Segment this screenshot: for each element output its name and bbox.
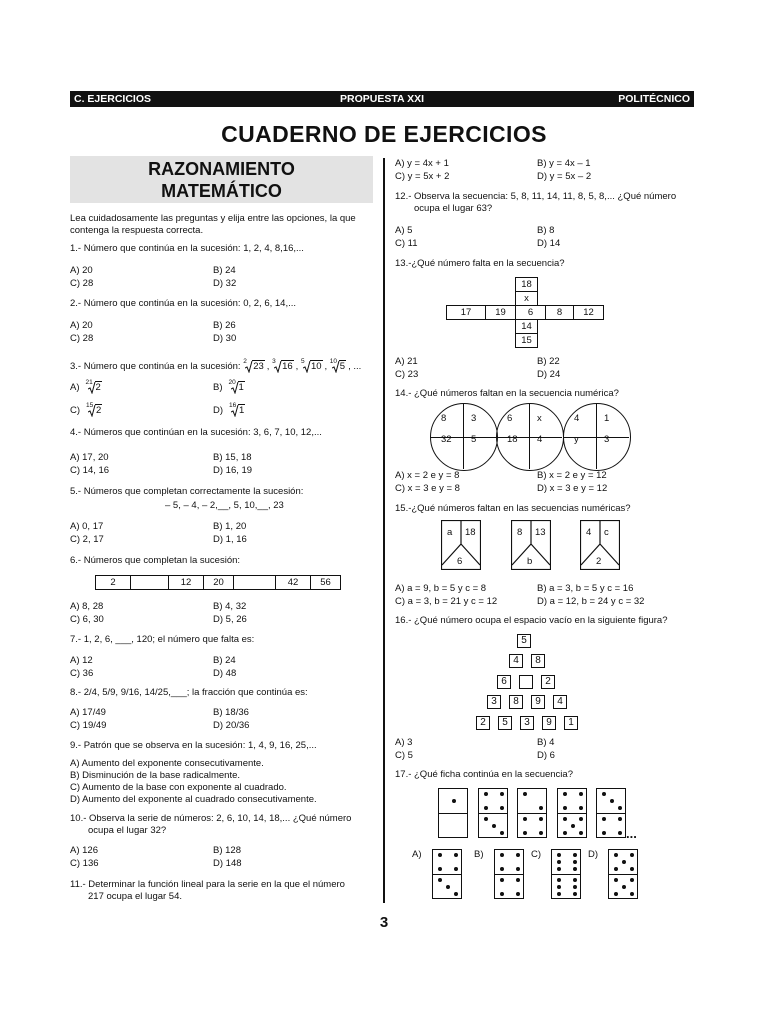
- q8-option-c: C) 19/49: [70, 720, 107, 731]
- domino-pip: [579, 817, 583, 821]
- q10-option-a: A) 126: [70, 845, 98, 856]
- q17-option-domino-2: [494, 849, 524, 899]
- q1-option-c: C) 28: [70, 278, 94, 289]
- q3-a-radical-radicand: 2: [95, 382, 101, 393]
- q12-option-a: A) 5: [395, 225, 413, 236]
- q14-option-b: B) x = 2 e y = 12: [537, 470, 607, 481]
- q14-circle-value: 32: [441, 434, 452, 445]
- q5-sequence: – 5, – 4, – 2,__, 5, 10,__, 23: [165, 500, 284, 511]
- domino-pip: [500, 806, 504, 810]
- q14-circle-value: 8: [441, 413, 447, 424]
- q15-figure-value: 6: [457, 556, 463, 567]
- q7-option-b: B) 24: [213, 655, 236, 666]
- domino-pip: [573, 853, 577, 857]
- q3-c-letter: C): [70, 405, 81, 416]
- q1-option-d: D) 32: [213, 278, 237, 289]
- q15-figure-value: 18: [465, 527, 476, 538]
- q16-box-r1-c1: 5: [517, 634, 531, 648]
- q17-option-label-1: A): [412, 849, 422, 860]
- domino-pip: [516, 892, 520, 896]
- q13-text: 13.-¿Qué número falta en la secuencia?: [395, 258, 565, 269]
- intro-line1: Lea cuidadosamente las preguntas y elija entre las opciones, la que: [70, 213, 356, 224]
- domino-pip: [614, 878, 618, 882]
- domino-pip: [523, 831, 527, 835]
- q3-b-letter: B): [213, 382, 223, 393]
- q16-option-a: A) 3: [395, 737, 413, 748]
- domino-pip: [579, 792, 583, 796]
- domino-pip: [557, 853, 561, 857]
- header-left: C. EJERCICIOS: [74, 93, 152, 105]
- q15-figure-value: a: [447, 527, 453, 538]
- q16-box-r4-c3: 9: [531, 695, 545, 709]
- q5-option-d: D) 1, 16: [213, 534, 247, 545]
- q15-figure-value: 2: [596, 556, 602, 567]
- domino-pip: [602, 831, 606, 835]
- q1-option-a: A) 20: [70, 265, 93, 276]
- q13-row-cell-4: 8: [545, 305, 574, 320]
- q8-option-b: B) 18/36: [213, 707, 249, 718]
- q2-option-d: D) 30: [213, 333, 237, 344]
- domino-pip: [454, 853, 458, 857]
- domino-pip: [563, 792, 567, 796]
- q6-option-a: A) 8, 28: [70, 601, 104, 612]
- domino-pip: [602, 792, 606, 796]
- q11-option-b: B) y = 4x – 1: [537, 158, 591, 169]
- q3-option-b: [213, 379, 247, 394]
- q3-radical-1-index: 2: [243, 358, 247, 365]
- q3-radical-3: [300, 358, 323, 373]
- q16-box-r5-c5: 1: [564, 716, 578, 730]
- domino-pip: [579, 806, 583, 810]
- q3-d-radical-radicand: 1: [239, 405, 245, 416]
- q6-text: 6.- Números que completan la sucesión:: [70, 555, 241, 566]
- domino-pip: [630, 867, 634, 871]
- q13-row-cell-2: 19: [485, 305, 516, 320]
- q9-option-c: C) Aumento de la base con exponente al cuadrado.: [70, 782, 287, 793]
- q3-a-radical-index: 21: [85, 379, 93, 386]
- q3-radical-1-radicand: 23: [253, 361, 264, 372]
- q13-col-cell-4: 14: [515, 319, 538, 334]
- domino-pip: [614, 892, 618, 896]
- q15-option-a: A) a = 9, b = 5 y c = 8: [395, 583, 487, 594]
- q17-option-domino-3: [551, 849, 581, 899]
- domino-pip: [614, 853, 618, 857]
- q13-col-cell-5: 15: [515, 333, 538, 348]
- domino-pip: [557, 885, 561, 889]
- q3-option-c: [70, 402, 104, 417]
- q7-option-c: C) 36: [70, 668, 94, 679]
- page-header-bar: [70, 91, 694, 107]
- domino-pip: [484, 792, 488, 796]
- q6-box-6: 42: [275, 575, 311, 590]
- q14-circle-value: x: [537, 413, 542, 424]
- q13-row-cell-1: 17: [446, 305, 486, 320]
- q14-option-c: C) x = 3 e y = 8: [395, 483, 460, 494]
- q14-circle-value: 3: [471, 413, 477, 424]
- domino-pip: [573, 860, 577, 864]
- q14-option-a: A) x = 2 e y = 8: [395, 470, 460, 481]
- domino-pip: [492, 824, 496, 828]
- domino-pip: [573, 885, 577, 889]
- q12-line1: 12.- Observa la secuencia: 5, 8, 11, 14, 11, 8, 5, 8,... ¿Qué número: [395, 191, 677, 202]
- q16-box-r3-c2: [519, 675, 533, 689]
- q3-d-radical-index: 16: [229, 402, 237, 409]
- q10-option-c: C) 136: [70, 858, 99, 869]
- q3-radical-4-index: 10: [329, 358, 338, 365]
- q3-d-radical-sign: [231, 405, 239, 417]
- q3-radical-2-radicand: 16: [282, 361, 293, 372]
- q17-option-domino-4: [608, 849, 638, 899]
- q17-text: 17.- ¿Qué ficha continúa en la secuencia?: [395, 769, 573, 780]
- q2-option-b: B) 26: [213, 320, 236, 331]
- q3-radical-4: [329, 358, 346, 373]
- domino-pip: [500, 867, 504, 871]
- q15-figure-value: 13: [535, 527, 546, 538]
- domino-pip: [523, 792, 527, 796]
- q16-box-r2-c2: 8: [531, 654, 545, 668]
- domino-pip: [500, 792, 504, 796]
- q8-text: 8.- 2/4, 5/9, 9/16, 14/25,___; la fracción que continúa es:: [70, 687, 308, 698]
- q4-option-c: C) 14, 16: [70, 465, 110, 476]
- column-divider: [383, 158, 385, 903]
- q16-box-r2-c1: 4: [509, 654, 523, 668]
- q14-circle-value: 1: [604, 413, 610, 424]
- q6-box-1: 2: [95, 575, 131, 590]
- intro-line2: contenga la respuesta correcta.: [70, 225, 204, 236]
- q13-option-b: B) 22: [537, 356, 560, 367]
- q12-line2: ocupa el lugar 63?: [414, 203, 493, 214]
- q10-line2: ocupa el lugar 32?: [88, 825, 167, 836]
- section-title-line2: MATEMÁTICO: [161, 181, 282, 201]
- q14-circle-vline: [596, 404, 597, 469]
- domino-pip: [438, 878, 442, 882]
- domino-pip: [523, 817, 527, 821]
- q11-line2: 217 ocupa el lugar 54.: [88, 891, 183, 902]
- q3-option-d: [213, 402, 247, 417]
- q14-circle-1: [430, 403, 498, 471]
- q13-row-cell-3: 6: [515, 305, 546, 320]
- q3-radical-4-radicand: 5: [339, 361, 346, 372]
- q3-b-radical-radicand: 1: [238, 382, 244, 393]
- q6-option-d: D) 5, 26: [213, 614, 247, 625]
- q17-option-label-3: C): [531, 849, 542, 860]
- q5-option-a: A) 0, 17: [70, 521, 104, 532]
- q14-text: 14.- ¿Qué números faltan en la secuencia numérica?: [395, 388, 619, 399]
- q14-circle-vline: [463, 404, 464, 469]
- q9-text: 9.- Patrón que se observa en la sucesión: 1, 4, 9, 16, 25,...: [70, 740, 317, 751]
- q3-radical-2-index: 3: [272, 358, 276, 365]
- q2-option-c: C) 28: [70, 333, 94, 344]
- q3-c-radical: [86, 402, 102, 417]
- q3-b-radical: [228, 379, 245, 394]
- q12-option-c: C) 11: [395, 238, 418, 249]
- domino-pip: [618, 817, 622, 821]
- q4-option-d: D) 16, 19: [213, 465, 253, 476]
- q14-circle-value: y: [574, 434, 579, 445]
- q14-option-d: D) x = 3 e y = 12: [537, 483, 608, 494]
- q15-figure-value: b: [527, 556, 533, 567]
- q14-circle-value: 3: [604, 434, 610, 445]
- domino-pip: [630, 892, 634, 896]
- q13-col-cell-1: 18: [515, 277, 538, 292]
- q3-radical-2: [272, 358, 294, 373]
- q3-d-letter: D): [213, 405, 224, 416]
- q16-option-b: B) 4: [537, 737, 555, 748]
- q10-option-d: D) 148: [213, 858, 242, 869]
- domino-pip: [579, 831, 583, 835]
- q3-text: [70, 358, 362, 373]
- q17-domino-3: [517, 788, 547, 838]
- q3-b-radical-index: 20: [228, 379, 236, 386]
- q17-domino-1: [438, 788, 468, 838]
- domino-pip: [484, 817, 488, 821]
- q7-text: 7.- 1, 2, 6, ___, 120; el número que falta es:: [70, 634, 255, 645]
- domino-pip: [500, 831, 504, 835]
- q3-a-letter: A): [70, 382, 80, 393]
- q3-a-radical-sign: [88, 382, 96, 394]
- q6-option-b: B) 4, 32: [213, 601, 247, 612]
- q6-box-5: [233, 575, 276, 590]
- q3-radical-3-index: 5: [300, 358, 305, 365]
- domino-pip: [622, 860, 626, 864]
- q3-radical-4-sign: [332, 361, 340, 373]
- q17-ellipsis: ...: [626, 826, 637, 841]
- q3-comma: ,: [324, 361, 330, 372]
- domino-pip: [573, 892, 577, 896]
- domino-pip: [630, 853, 634, 857]
- q15-option-b: B) a = 3, b = 5 y c = 16: [537, 583, 634, 594]
- domino-pip: [618, 831, 622, 835]
- q15-option-d: D) a = 12, b = 24 y c = 32: [537, 596, 645, 607]
- q3-c-radical-radicand: 2: [96, 405, 102, 416]
- q13-option-a: A) 21: [395, 356, 418, 367]
- q3-radical-1-sign: [245, 361, 253, 373]
- q13-col-cell-2: x: [515, 291, 538, 306]
- q2-option-a: A) 20: [70, 320, 93, 331]
- q15-figure-3: [580, 520, 620, 570]
- q17-option-label-4: D): [588, 849, 599, 860]
- q1-option-b: B) 24: [213, 265, 236, 276]
- header-right: POLITÉCNICO: [618, 93, 690, 105]
- domino-pip: [557, 860, 561, 864]
- q13-option-d: D) 24: [537, 369, 561, 380]
- q14-circle-value: 5: [471, 434, 477, 445]
- q6-box-2: [130, 575, 169, 590]
- section-title-box: [70, 156, 373, 203]
- domino-pip: [446, 885, 450, 889]
- header-center: PROPUESTA XXI: [339, 93, 424, 105]
- q16-box-r4-c4: 4: [553, 695, 567, 709]
- q13-option-c: C) 23: [395, 369, 419, 380]
- q11-line1: 11.- Determinar la función lineal para la serie en la que el número: [70, 879, 345, 890]
- domino-pip: [614, 867, 618, 871]
- q16-box-r4-c2: 8: [509, 695, 523, 709]
- domino-pip: [573, 878, 577, 882]
- q17-domino-5: [596, 788, 626, 838]
- q3-comma: ,: [295, 361, 301, 372]
- q3-radical-3-radicand: 10: [310, 361, 322, 372]
- q4-text: 4.- Números que continúan en la sucesión: 3, 6, 7, 10, 12,...: [70, 427, 322, 438]
- q3-radical-3-sign: [303, 361, 311, 373]
- q2-text: 2.- Número que continúa en la sucesión: 0, 2, 6, 14,...: [70, 298, 297, 309]
- q14-circle-3: [563, 403, 631, 471]
- domino-pip: [573, 867, 577, 871]
- q4-option-b: B) 15, 18: [213, 452, 252, 463]
- domino-pip: [452, 799, 456, 803]
- q10-option-b: B) 128: [213, 845, 241, 856]
- q4-option-a: A) 17, 20: [70, 452, 109, 463]
- q14-circle-value: 4: [574, 413, 580, 424]
- q3-comma: ,: [266, 361, 273, 372]
- q17-option-domino-1: [432, 849, 462, 899]
- q5-option-c: C) 2, 17: [70, 534, 104, 545]
- q7-option-d: D) 48: [213, 668, 237, 679]
- q16-text: 16.- ¿Qué número ocupa el espacio vacío en la siguiente figura?: [395, 615, 668, 626]
- q15-figure-1: [441, 520, 481, 570]
- q6-option-c: C) 6, 30: [70, 614, 104, 625]
- domino-pip: [500, 892, 504, 896]
- q14-circle-vline: [529, 404, 530, 469]
- q15-option-c: C) a = 3, b = 21 y c = 12: [395, 596, 498, 607]
- domino-pip: [454, 867, 458, 871]
- q16-box-r5-c2: 5: [498, 716, 512, 730]
- domino-pip: [500, 853, 504, 857]
- q1-text: 1.- Número que continúa en la sucesión: 1, 2, 4, 8,16,...: [70, 243, 304, 254]
- domino-pip: [563, 817, 567, 821]
- domino-pip: [557, 867, 561, 871]
- q13-row-cell-5: 12: [573, 305, 604, 320]
- q14-circle-value: 4: [537, 434, 543, 445]
- q3-sequence: [243, 358, 348, 372]
- q3-a-radical: [85, 379, 102, 394]
- q15-figure-value: 4: [586, 527, 592, 538]
- q7-option-a: A) 12: [70, 655, 93, 666]
- q3-radical-2-sign: [274, 361, 282, 373]
- q9-option-d: D) Aumento del exponente al cuadrado consecutivamente.: [70, 794, 317, 805]
- domino-pip: [618, 806, 622, 810]
- q16-box-r4-c1: 3: [487, 695, 501, 709]
- q16-option-c: C) 5: [395, 750, 413, 761]
- domino-pip: [438, 853, 442, 857]
- q6-box-4: 20: [203, 575, 234, 590]
- q5-option-b: B) 1, 20: [213, 521, 247, 532]
- q8-option-d: D) 20/36: [213, 720, 250, 731]
- q3-c-radical-index: 15: [86, 402, 94, 409]
- domino-pip: [563, 831, 567, 835]
- q14-circle-2: [496, 403, 564, 471]
- domino-pip: [516, 867, 520, 871]
- q8-option-a: A) 17/49: [70, 707, 106, 718]
- domino-pip: [516, 853, 520, 857]
- page-number: 3: [379, 914, 389, 931]
- q16-box-r5-c4: 9: [542, 716, 556, 730]
- q16-box-r5-c1: 2: [476, 716, 490, 730]
- domino-pip: [539, 831, 543, 835]
- q11-option-d: D) y = 5x – 2: [537, 171, 592, 182]
- q3-radical-1: [243, 358, 265, 373]
- q9-option-a: A) Aumento del exponente consecutivamente.: [70, 758, 264, 769]
- q15-figure-value: 8: [517, 527, 523, 538]
- domino-pip: [563, 806, 567, 810]
- domino-pip: [438, 867, 442, 871]
- q16-box-r3-c1: 6: [497, 675, 511, 689]
- q16-option-d: D) 6: [537, 750, 555, 761]
- q17-option-label-2: B): [474, 849, 484, 860]
- q9-option-b: B) Disminución de la base radicalmente.: [70, 770, 241, 781]
- q16-box-r3-c3: 2: [541, 675, 555, 689]
- q3-prefix: 3.- Número que continúa en la sucesión:: [70, 361, 241, 372]
- q15-text: 15.-¿Qué números faltan en las secuencias numéricas?: [395, 503, 631, 514]
- q11-option-c: C) y = 5x + 2: [395, 171, 450, 182]
- q6-box-7: 56: [310, 575, 341, 590]
- domino-pip: [539, 817, 543, 821]
- q3-b-radical-sign: [231, 382, 239, 394]
- page-title: CUADERNO DE EJERCICIOS: [221, 121, 547, 147]
- q10-line1: 10.- Observa la serie de números: 2, 6, 10, 14, 18,... ¿Qué número: [70, 813, 352, 824]
- q17-domino-4: [557, 788, 587, 838]
- section-title-line1: RAZONAMIENTO: [148, 159, 295, 179]
- q14-circle-value: 18: [507, 434, 518, 445]
- q3-d-radical: [229, 402, 245, 417]
- q14-circle-value: 6: [507, 413, 513, 424]
- q15-figure-2: [511, 520, 551, 570]
- q5-text: 5.- Números que completan correctamente la sucesión:: [70, 486, 304, 497]
- q15-figure-value: c: [604, 527, 609, 538]
- domino-pip: [500, 878, 504, 882]
- domino-pip: [622, 885, 626, 889]
- q17-domino-2: [478, 788, 508, 838]
- domino-pip: [571, 824, 575, 828]
- domino-pip: [630, 878, 634, 882]
- q16-box-r5-c3: 3: [520, 716, 534, 730]
- domino-pip: [454, 892, 458, 896]
- q3-c-radical-sign: [88, 405, 96, 417]
- domino-pip: [539, 806, 543, 810]
- domino-pip: [484, 806, 488, 810]
- q3-tail: , ...: [348, 361, 362, 372]
- domino-pip: [602, 817, 606, 821]
- q3-option-a: [70, 379, 104, 394]
- domino-pip: [557, 892, 561, 896]
- q12-option-b: B) 8: [537, 225, 555, 236]
- domino-pip: [516, 878, 520, 882]
- q11-option-a: A) y = 4x + 1: [395, 158, 449, 169]
- domino-pip: [557, 878, 561, 882]
- q12-option-d: D) 14: [537, 238, 561, 249]
- q6-box-3: 12: [168, 575, 204, 590]
- domino-pip: [610, 799, 614, 803]
